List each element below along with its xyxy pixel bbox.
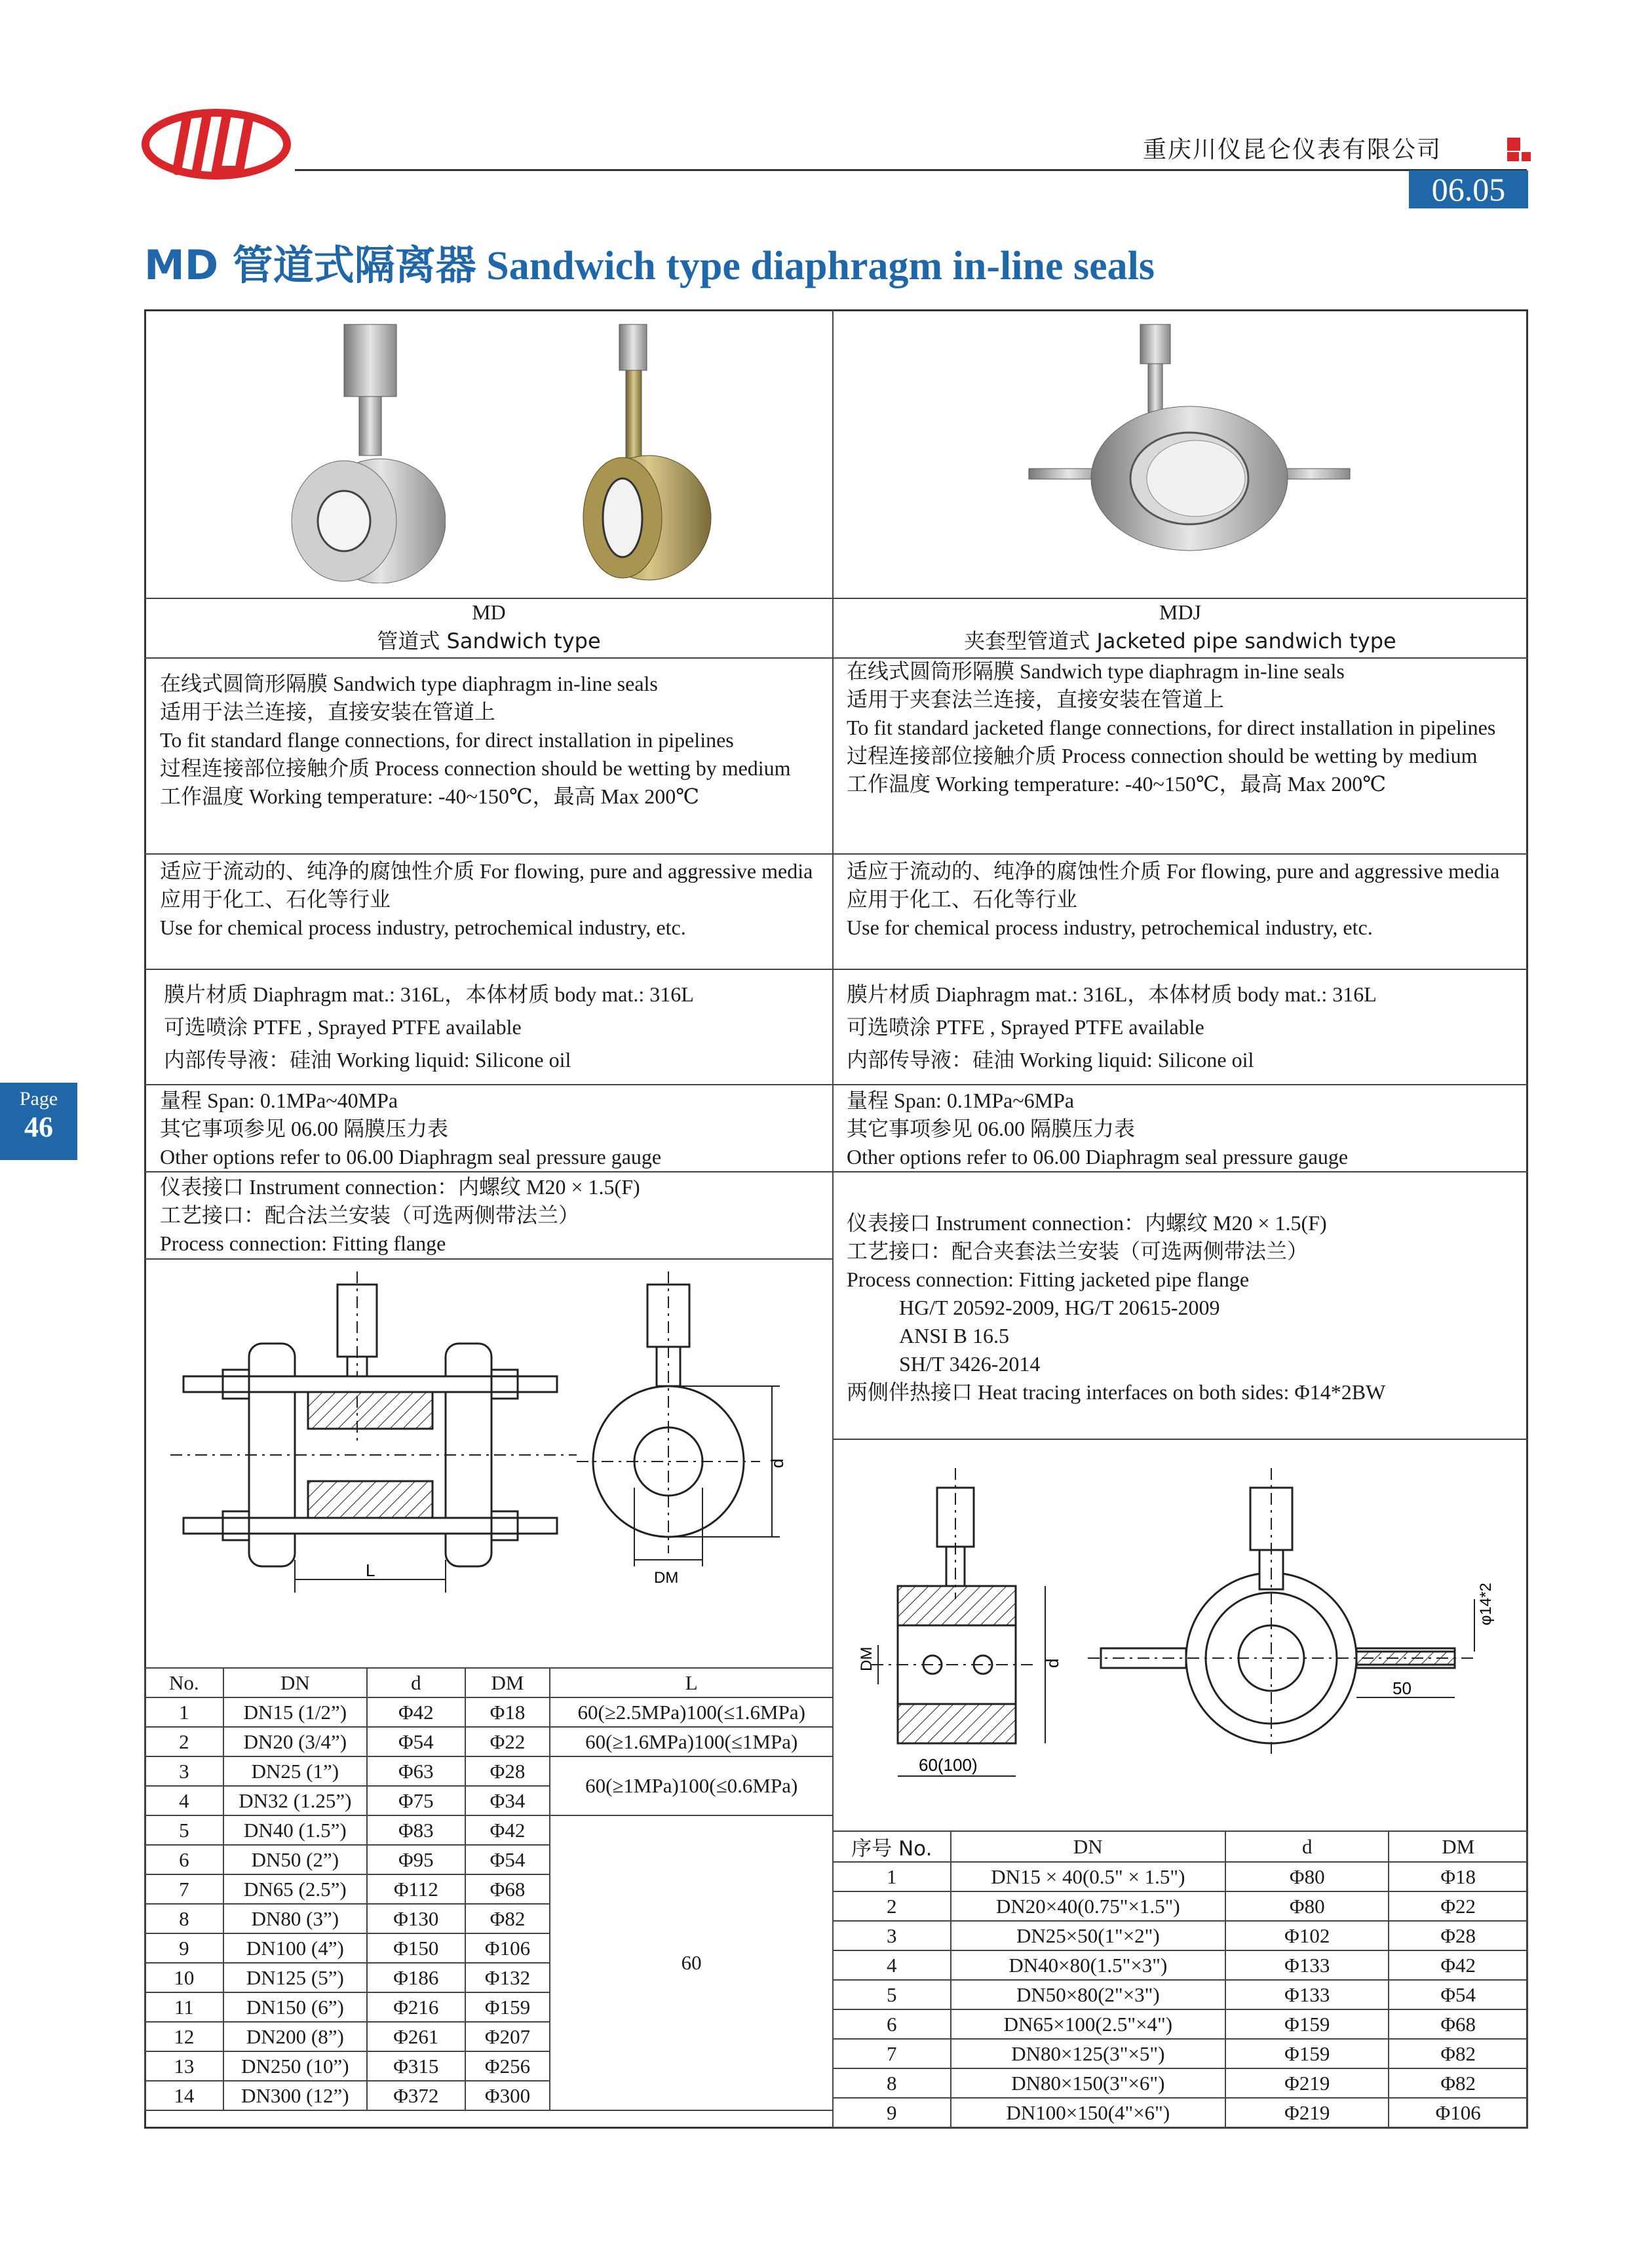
usage-line: 适应于流动的、纯净的腐蚀性介质 For flowing, pure and aggressive media <box>160 859 813 883</box>
cell: Φ75 <box>367 1786 465 1815</box>
corner-mark <box>1507 152 1519 161</box>
cell: DN15 × 40(0.5" × 1.5") <box>951 1862 1226 1891</box>
title-cn: MD 管道式隔离器 <box>144 241 476 289</box>
cell: 60(≥1MPa)100(≤0.6MPa) <box>550 1756 833 1815</box>
cell: 8 <box>833 2068 951 2098</box>
cell: Φ28 <box>1389 1921 1527 1950</box>
cell: 7 <box>833 2039 951 2068</box>
cell: DN20×40(0.75"×1.5") <box>951 1891 1226 1921</box>
table-row <box>833 2009 1527 2039</box>
mdj-connection <box>847 1209 1514 1406</box>
mdj-technical-drawing <box>845 1448 1520 1815</box>
cell: 60(≥1.6MPa)100(≤1MPa) <box>550 1727 833 1756</box>
cell: Φ42 <box>367 1697 465 1727</box>
table-header: d <box>1225 1831 1389 1862</box>
row-rule <box>144 969 1528 970</box>
cell: DN150 (6”) <box>223 1992 367 2022</box>
feature-line: 过程连接部位接触介质 Process connection should be wetting by medium <box>847 744 1478 767</box>
section-number: 06.05 <box>1409 170 1528 208</box>
cell: DN40×80(1.5"×3") <box>951 1950 1226 1980</box>
feature-line: 工作温度 Working temperature: -40~150℃，最高 Max 200℃ <box>847 772 1387 796</box>
cell: 9 <box>833 2098 951 2127</box>
table-header: d <box>367 1668 465 1697</box>
connection-line: 仪表接口 Instrument connection：内螺纹 M20 × 1.5(F) <box>160 1175 640 1199</box>
feature-line: 过程连接部位接触介质 Process connection should be wetting by medium <box>160 756 791 780</box>
table-header: L <box>550 1668 833 1697</box>
cell: Φ68 <box>465 1874 550 1904</box>
cell: DN25×50(1"×2") <box>951 1921 1226 1950</box>
table-header: DM <box>1389 1831 1527 1862</box>
cell: DN80×150(3"×6") <box>951 2068 1226 2098</box>
page-label: Page <box>19 1088 58 1110</box>
dim-dm-label: DM <box>654 1569 679 1587</box>
cell: DN50×80(2"×3") <box>951 1980 1226 2009</box>
cell: Φ102 <box>1225 1921 1389 1950</box>
cell: Φ372 <box>367 2081 465 2110</box>
cell: 2 <box>145 1727 223 1756</box>
cell: 13 <box>145 2051 223 2081</box>
feature-line: 工作温度 Working temperature: -40~150℃，最高 Max 200℃ <box>160 784 700 808</box>
cell: Φ159 <box>465 1992 550 2022</box>
cell: DN200 (8”) <box>223 2022 367 2051</box>
mdj-usage <box>847 857 1514 942</box>
material-line: 可选喷涂 PTFE , Sprayed PTFE available <box>164 1015 522 1039</box>
usage-line: Use for chemical process industry, petrochemical industry, etc. <box>847 916 1373 939</box>
mdj-materials <box>847 978 1514 1076</box>
material-line: 可选喷涂 PTFE , Sprayed PTFE available <box>847 1015 1204 1039</box>
usage-line: Use for chemical process industry, petrochemical industry, etc. <box>160 916 686 939</box>
mdj-span <box>847 1087 1514 1171</box>
table-header: DN <box>951 1831 1226 1862</box>
cell: Φ42 <box>465 1815 550 1845</box>
dim-d-label: d <box>767 1458 787 1468</box>
usage-line: 应用于化工、石化等行业 <box>847 887 1078 911</box>
company-name: 重庆川仪昆仑仪表有限公司 <box>1142 136 1442 163</box>
cell: 3 <box>145 1756 223 1786</box>
connection-line: 工艺接口：配合夹套法兰安装（可选两侧带法兰） <box>847 1239 1309 1263</box>
span-line: 量程 Span: 0.1MPa~6MPa <box>847 1089 1075 1112</box>
table-row <box>145 1727 833 1756</box>
brand-logo <box>141 105 292 184</box>
table-row <box>833 1950 1527 1980</box>
cell: DN32 (1.25”) <box>223 1786 367 1815</box>
corner-mark <box>1507 138 1520 151</box>
cell: DN65×100(2.5"×4") <box>951 2009 1226 2039</box>
cell: Φ112 <box>367 1874 465 1904</box>
feature-line: 适用于夹套法兰连接，直接安装在管道上 <box>847 687 1225 711</box>
cell: Φ95 <box>367 1845 465 1874</box>
standard-line: ANSI B 16.5 <box>899 1324 1010 1347</box>
cell: 9 <box>145 1933 223 1963</box>
mdj-model-desc: 夹套型管道式 Jacketed pipe sandwich type <box>964 629 1396 653</box>
cell: Φ133 <box>1225 1950 1389 1980</box>
table-header: 序号 No. <box>833 1831 951 1862</box>
cell: 12 <box>145 2022 223 2051</box>
table-row <box>145 1697 833 1727</box>
cell: 4 <box>833 1950 951 1980</box>
connection-line: Process connection: Fitting flange <box>160 1231 446 1255</box>
title-en: Sandwich type diaphragm in-line seals <box>486 244 1155 288</box>
md-connection <box>160 1173 818 1258</box>
feature-line: 适用于法兰连接，直接安装在管道上 <box>160 700 496 724</box>
row-rule <box>144 853 1528 855</box>
span-line: 其它事项参见 06.00 隔膜压力表 <box>847 1117 1136 1140</box>
cell: 3 <box>833 1921 951 1950</box>
md-materials <box>164 978 822 1076</box>
corner-mark <box>1522 152 1531 161</box>
cell: Φ132 <box>465 1963 550 1992</box>
feature-line: To fit standard flange connections, for direct installation in pipelines <box>160 728 734 752</box>
connection-line: 仪表接口 Instrument connection：内螺纹 M20 × 1.5(F) <box>847 1211 1327 1235</box>
standard-line: HG/T 20592-2009, HG/T 20615-2009 <box>899 1296 1220 1319</box>
cell: Φ186 <box>367 1963 465 1992</box>
cell: 4 <box>145 1786 223 1815</box>
cell: Φ82 <box>1389 2039 1527 2068</box>
cell: DN80×125(3"×5") <box>951 2039 1226 2068</box>
row-rule <box>832 1439 1528 1440</box>
connection-line: Process connection: Fitting jacketed pipe flange <box>847 1268 1250 1291</box>
cell: Φ54 <box>465 1845 550 1874</box>
cell: 1 <box>833 1862 951 1891</box>
cell: Φ22 <box>1389 1891 1527 1921</box>
md-usage <box>160 857 818 942</box>
connection-line: 工艺接口：配合法兰安装（可选两侧带法兰） <box>160 1203 580 1227</box>
cell: Φ28 <box>465 1756 550 1786</box>
cell: DN15 (1/2”) <box>223 1697 367 1727</box>
md-span <box>160 1087 818 1171</box>
dim-tracing-label: 50 <box>1393 1678 1412 1698</box>
cell: DN125 (5”) <box>223 1963 367 1992</box>
cell: Φ54 <box>367 1727 465 1756</box>
feature-line: 在线式圆筒形隔膜 Sandwich type diaphragm in-line seals <box>847 659 1345 683</box>
dim-dm-label: DM <box>858 1646 875 1671</box>
md-features <box>160 670 818 811</box>
table-row <box>833 1980 1527 2009</box>
cell: Φ42 <box>1389 1950 1527 1980</box>
feature-line: 在线式圆筒形隔膜 Sandwich type diaphragm in-line seals <box>160 672 658 695</box>
cell: DN100×150(4"×6") <box>951 2098 1226 2127</box>
cell: DN100 (4”) <box>223 1933 367 1963</box>
cell: 1 <box>145 1697 223 1727</box>
cell: Φ216 <box>367 1992 465 2022</box>
cell: Φ22 <box>465 1727 550 1756</box>
usage-line: 应用于化工、石化等行业 <box>160 887 391 911</box>
cell: Φ18 <box>465 1697 550 1727</box>
row-rule <box>144 1258 834 1260</box>
span-line: 量程 Span: 0.1MPa~40MPa <box>160 1089 398 1112</box>
cell: Φ63 <box>367 1756 465 1786</box>
page-title <box>144 233 1155 291</box>
dim-d-label: d <box>1043 1658 1062 1668</box>
cell: 5 <box>145 1815 223 1845</box>
mdj-dimension-table <box>832 1830 1528 2128</box>
cell: 5 <box>833 1980 951 2009</box>
material-line: 膜片材质 Diaphragm mat.: 316L，本体材质 body mat.: 316L <box>847 982 1377 1006</box>
cell: DN25 (1”) <box>223 1756 367 1786</box>
cell: Φ130 <box>367 1904 465 1933</box>
cell: DN20 (3/4”) <box>223 1727 367 1756</box>
table-row <box>833 1891 1527 1921</box>
cell: Φ68 <box>1389 2009 1527 2039</box>
dim-width-label: 60(100) <box>919 1755 978 1775</box>
span-line: 其它事项参见 06.00 隔膜压力表 <box>160 1117 449 1140</box>
mdj-product-photo <box>1022 321 1356 557</box>
cell: Φ82 <box>465 1904 550 1933</box>
cell: 60(≥2.5MPa)100(≤1.6MPa) <box>550 1697 833 1727</box>
md-model: MD <box>472 600 506 624</box>
row-rule <box>144 1084 1528 1085</box>
cell: DN250 (10”) <box>223 2051 367 2081</box>
table-header: DM <box>465 1668 550 1697</box>
cell: Φ18 <box>1389 1862 1527 1891</box>
cell: 7 <box>145 1874 223 1904</box>
cell: Φ207 <box>465 2022 550 2051</box>
table-row <box>833 1921 1527 1950</box>
cell: 14 <box>145 2081 223 2110</box>
table-header: DN <box>223 1668 367 1697</box>
cell: 8 <box>145 1904 223 1933</box>
table-row <box>833 1862 1527 1891</box>
cell: DN65 (2.5”) <box>223 1874 367 1904</box>
table-row <box>145 1756 833 1786</box>
table-header: No. <box>145 1668 223 1697</box>
page-tab <box>0 1083 77 1160</box>
cell: 10 <box>145 1963 223 1992</box>
cell: Φ315 <box>367 2051 465 2081</box>
cell: DN50 (2”) <box>223 1845 367 1874</box>
row-rule <box>144 1171 1528 1172</box>
cell: 60 <box>550 1815 833 2110</box>
table-row <box>833 2098 1527 2127</box>
cell: Φ150 <box>367 1933 465 1963</box>
cell: DN80 (3”) <box>223 1904 367 1933</box>
md-model-desc: 管道式 Sandwich type <box>377 629 601 653</box>
cell: Φ34 <box>465 1786 550 1815</box>
cell: Φ82 <box>1389 2068 1527 2098</box>
cell: Φ106 <box>1389 2098 1527 2127</box>
cell: 6 <box>145 1845 223 1874</box>
dim-l-label: L <box>366 1560 375 1580</box>
md-caption <box>145 598 832 655</box>
cell: Φ106 <box>465 1933 550 1963</box>
cell: Φ80 <box>1225 1891 1389 1921</box>
cell: 6 <box>833 2009 951 2039</box>
heat-tracing-line: 两侧伴热接口 Heat tracing interfaces on both sides: Φ14*2BW <box>847 1380 1386 1404</box>
table-row <box>833 2068 1527 2098</box>
material-line: 膜片材质 Diaphragm mat.: 316L，本体材质 body mat.: 316L <box>164 982 694 1006</box>
table-row <box>833 2039 1527 2068</box>
span-line: Other options refer to 06.00 Diaphragm seal pressure gauge <box>847 1145 1349 1169</box>
md-technical-drawing <box>170 1271 819 1652</box>
feature-line: To fit standard jacketed flange connections, for direct installation in pipelines <box>847 716 1496 739</box>
dim-tube-label: φ14*2 <box>1477 1583 1495 1625</box>
span-line: Other options refer to 06.00 Diaphragm seal pressure gauge <box>160 1145 662 1169</box>
md-product-photo <box>288 321 446 583</box>
cell: Φ300 <box>465 2081 550 2110</box>
standard-line: SH/T 3426-2014 <box>899 1352 1041 1376</box>
mdj-features <box>847 657 1514 798</box>
cell: Φ83 <box>367 1815 465 1845</box>
cell: DN40 (1.5”) <box>223 1815 367 1845</box>
table-row <box>145 1815 833 1845</box>
cell: DN300 (12”) <box>223 2081 367 2110</box>
cell: Φ159 <box>1225 2009 1389 2039</box>
cell: 11 <box>145 1992 223 2022</box>
cell: 2 <box>833 1891 951 1921</box>
cell: Φ219 <box>1225 2068 1389 2098</box>
md-dimension-table <box>144 1667 834 2111</box>
page-number: 46 <box>24 1111 53 1143</box>
cell: Φ54 <box>1389 1980 1527 2009</box>
md-coated-product-photo <box>570 321 714 583</box>
header-rule <box>295 169 1527 171</box>
mdj-caption <box>834 598 1527 655</box>
cell: Φ219 <box>1225 2098 1389 2127</box>
cell: Φ133 <box>1225 1980 1389 2009</box>
material-line: 内部传导液：硅油 Working liquid: Silicone oil <box>164 1048 571 1072</box>
usage-line: 适应于流动的、纯净的腐蚀性介质 For flowing, pure and aggressive media <box>847 859 1500 883</box>
cell: Φ256 <box>465 2051 550 2081</box>
cell: Φ261 <box>367 2022 465 2051</box>
mdj-model: MDJ <box>1159 600 1201 624</box>
cell: Φ80 <box>1225 1862 1389 1891</box>
material-line: 内部传导液：硅油 Working liquid: Silicone oil <box>847 1048 1254 1072</box>
cell: Φ159 <box>1225 2039 1389 2068</box>
